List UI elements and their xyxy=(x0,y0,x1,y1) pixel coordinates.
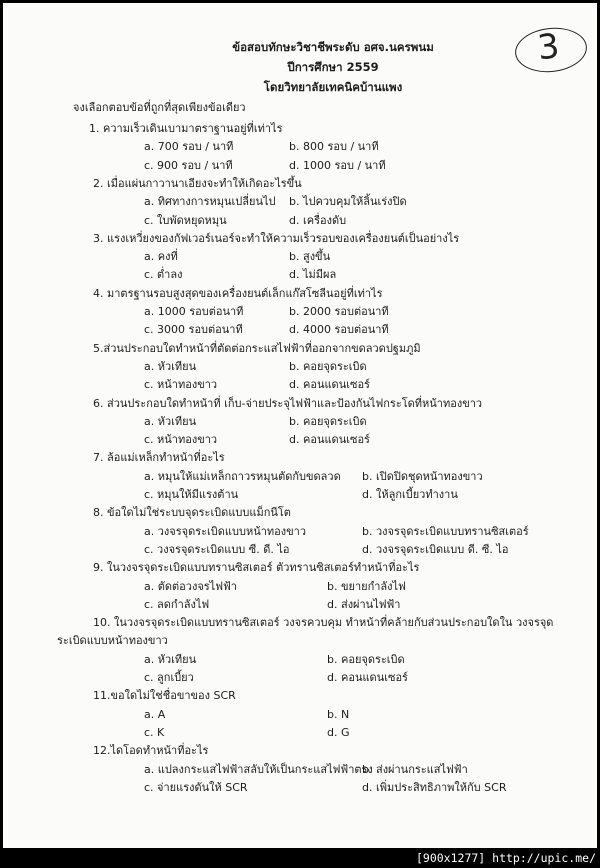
question-4: 4. มาตรฐานรอบสูงสุดของเครื่องยนต์เล็กแก๊สโซลีนอยู่ที่เท่าไร xyxy=(93,286,383,300)
option-7-d: d. ให้ลูกเบี้ยวทำงาน xyxy=(362,488,458,501)
option-12-c: c. จ่ายแรงดันให้ SCR xyxy=(144,780,248,794)
option-1-c: c. 900 รอบ / นาที xyxy=(144,158,233,172)
question-5: 5.ส่วนประกอบใดทำหน้าที่ตัดต่อกระแสไฟฟ้าที่ออกจากขดลวดปฐมภูมิ xyxy=(93,341,421,355)
option-4-b: b. 2000 รอบต่อนาที xyxy=(289,305,389,318)
option-3-a: a. คงที่ xyxy=(144,250,178,264)
question-7: 7. ล้อแม่เหล็กทำหน้าที่อะไร xyxy=(93,451,225,465)
option-3-c: c. ต่ำลง xyxy=(144,268,183,282)
option-7-a: a. หมุนให้แม่เหล็กถาวรหมุนตัดกับขดลวด xyxy=(144,469,341,483)
question-8: 8. ข้อใดไม่ใช่ระบบจุดระเบิดแบบแม็กนีโต xyxy=(93,506,291,520)
option-11-a: a. A xyxy=(144,707,166,721)
option-5-b: b. คอยจุดระเบิด xyxy=(289,359,367,373)
option-2-c: c. ใบพัดหยุดหมุน xyxy=(144,213,227,227)
option-12-a: a. แปลงกระแสไฟฟ้าสลับให้เป็นกระแสไฟฟ้าตรง xyxy=(144,762,373,776)
option-10-b: b. คอยจุดระเบิด xyxy=(327,652,405,666)
option-8-b: b. วงจรจุดระเบิดแบบทรานซิสเตอร์ xyxy=(362,524,529,538)
option-9-a: a. ตัดต่อวงจรไฟฟ้า xyxy=(144,579,237,593)
exam-page xyxy=(3,3,597,848)
option-9-d: d. ส่งผ่านไฟฟ้า xyxy=(327,597,401,611)
option-3-b: b. สูงขึ้น xyxy=(289,250,331,264)
option-9-c: c. ลดกำลังไฟ xyxy=(144,597,210,611)
option-6-c: c. หน้าทองขาว xyxy=(144,433,218,447)
question-10-continued: ระเบิดแบบหน้าทองขาว xyxy=(57,634,168,648)
option-1-b: b. 800 รอบ / นาที xyxy=(289,140,379,154)
question-11: 11.ขอใดไม่ใช่ชื่อขาของ SCR xyxy=(93,689,236,703)
option-8-a: a. วงจรจุดระเบิดแบบหน้าทองขาว xyxy=(144,524,307,538)
institution: โดยวิทยาลัยเทคนิคบ้านแพง xyxy=(263,80,403,94)
option-8-d: d. วงจรจุดระเบิดแบบ ดี. ซี. ไอ xyxy=(362,542,509,556)
exam-title: ข้อสอบทักษะวิชาชีพระดับ อศจ.นครพนม xyxy=(232,40,434,54)
image-host-footer: [900x1277] http://upic.me/ xyxy=(415,851,596,865)
question-2: 2. เมื่อแผ่นกาวานาเอียงจะทำให้เกิดอะไรขึ้น xyxy=(93,176,302,190)
option-11-c: c. K xyxy=(144,725,165,739)
question-6: 6. ส่วนประกอบใดทำหน้าที่ เก็บ-จ่ายประจุไฟฟ้าและป้องกันไฟกระโดที่หน้าทองขาว xyxy=(93,396,483,410)
question-3: 3. แรงเหวี่ยงของกัฟเวอร์เนอร์จะทำให้ความเร็วรอบของเครื่องยนต์เป็นอย่างไร xyxy=(93,231,460,245)
option-10-c: c. ลูกเบี้ยว xyxy=(144,671,194,684)
option-3-d: d. ไม่มีผล xyxy=(289,268,337,282)
option-5-a: a. หัวเทียน xyxy=(144,359,197,373)
option-7-b: b. เปิดปิดชุดหน้าทองขาว xyxy=(362,469,483,483)
option-12-d: d. เพิ่มประสิทธิภาพให้กับ SCR xyxy=(362,780,507,794)
instruction: จงเลือกตอบข้อที่ถูกที่สุดเพียงข้อเดียว xyxy=(73,101,246,114)
option-4-d: d. 4000 รอบต่อนาที xyxy=(289,323,389,337)
option-6-a: a. หัวเทียน xyxy=(144,414,197,428)
option-7-c: c. หมุนให้มีแรงต้าน xyxy=(144,488,239,501)
handwritten-page-number: 3 xyxy=(513,24,589,75)
option-11-b: b. N xyxy=(327,707,350,721)
option-6-b: b. คอยจุดระเบิด xyxy=(289,414,367,428)
option-4-a: a. 1000 รอบต่อนาที xyxy=(144,305,244,318)
option-1-a: a. 700 รอบ / นาที xyxy=(144,140,234,154)
question-1: 1. ความเร็วเดินเบามาตราฐานอยู่ที่เท่าไร xyxy=(89,122,283,135)
option-1-d: d. 1000 รอบ / นาที xyxy=(289,158,386,172)
option-2-a: a. ทิศทางการหมุนเปลี่ยนไป xyxy=(144,195,276,209)
option-4-c: c. 3000 รอบต่อนาที xyxy=(144,323,243,337)
option-10-d: d. คอนแดนเซอร์ xyxy=(327,671,408,684)
question-10: 10. ในวงจรจุดระเบิดแบบทรานซิสเตอร์ วงจรควบคุม ทำหน้าที่คล้ายกับส่วนประกอบใดใน วงจรจุด xyxy=(93,616,554,630)
academic-year: ปีการศึกษา 2559 xyxy=(287,60,379,74)
question-9: 9. ในวงจรจุดระเบิดแบบทรานซิสเตอร์ ตัวทรานซิสเตอร์ทำหน้าที่อะไร xyxy=(93,561,420,575)
option-8-c: c. วงจรจุดระเบิดแบบ ซี. ดี. ไอ xyxy=(144,542,290,556)
question-12: 12.ไดโอดทำหน้าที่อะไร xyxy=(93,744,209,758)
option-2-d: d. เครื่องดับ xyxy=(289,213,347,227)
option-9-b: b. ขยายกำลังไฟ xyxy=(327,579,406,593)
option-6-d: d. คอนแดนเซอร์ xyxy=(289,433,370,447)
option-10-a: a. หัวเทียน xyxy=(144,652,197,666)
option-5-d: d. คอนแดนเซอร์ xyxy=(289,378,370,392)
option-5-c: c. หน้าทองขาว xyxy=(144,378,218,392)
option-11-d: d. G xyxy=(327,725,350,739)
option-2-b: b. ไปควบคุมให้ลิ้นเร่งปิด xyxy=(289,195,407,209)
option-12-b: b. ส่งผ่านกระแสไฟฟ้า xyxy=(362,762,468,776)
